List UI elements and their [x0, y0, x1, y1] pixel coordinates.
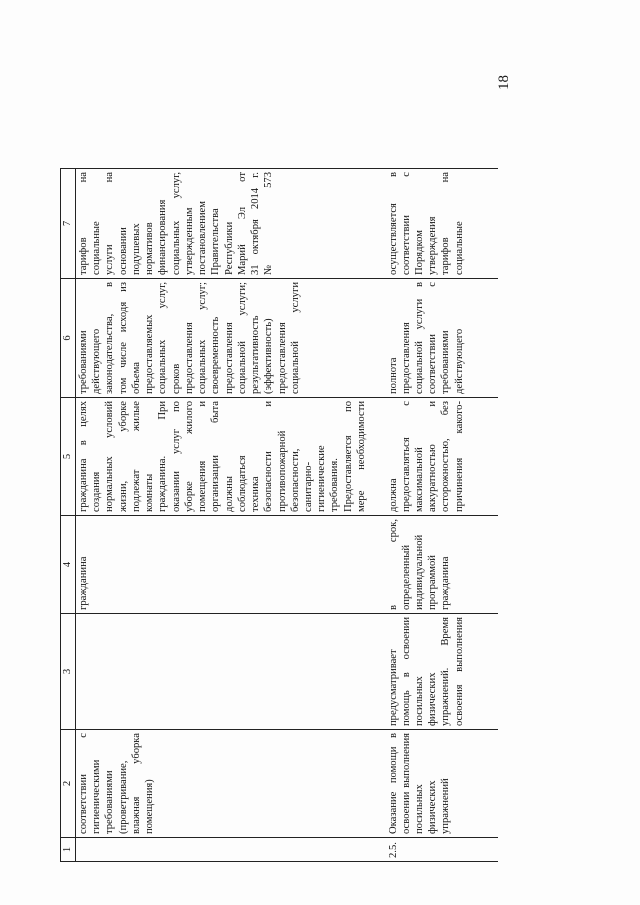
- cell-text-line: уборке жилого: [183, 401, 195, 512]
- cell-text-line: финансирования: [157, 199, 169, 275]
- service-quality-cell: [76, 279, 386, 398]
- cell-text-line: (проветривание,: [117, 760, 129, 834]
- service-conditions-cell: [386, 398, 498, 516]
- service-tariff-cell: [386, 169, 498, 279]
- cell-text-line: предоставления: [223, 322, 235, 394]
- cell-text-line: техника: [250, 476, 262, 512]
- cell-text-line: том числе исходя из: [117, 282, 129, 394]
- cell-text-line: предоставления: [276, 322, 288, 394]
- cell-text-line: индивидуальной: [413, 534, 425, 610]
- cell-text-line: социальной услуги в: [413, 282, 425, 394]
- cell-text-line: Порядком: [413, 230, 425, 275]
- cell-text-line: утвержденным: [183, 207, 195, 275]
- cell-text-line: основании: [117, 227, 129, 275]
- cell-text-line: упражнений. Время: [440, 617, 452, 726]
- cell-text-line: полнота: [387, 357, 399, 394]
- cell-text-line: безопасности,: [289, 448, 301, 512]
- service-quality-cell: [386, 279, 498, 398]
- cell-text-line: социальные: [91, 221, 103, 275]
- cell-text-line: жизни, уборке: [117, 401, 129, 512]
- column-number-header: 7: [61, 169, 76, 279]
- cell-text-line: программой: [427, 555, 439, 610]
- cell-text-line: Правительства: [210, 208, 222, 275]
- cell-text-line: действующего: [453, 328, 465, 394]
- cell-text-line: физических: [427, 672, 439, 726]
- page-number: 18: [496, 75, 512, 90]
- cell-text-line: утверждения: [427, 216, 439, 275]
- cell-text-line: требованиями: [78, 330, 89, 394]
- cell-text-line: должны: [223, 476, 235, 512]
- cell-text-line: осторожностью, без: [440, 401, 452, 512]
- cell-text-line: освоении выполнения: [400, 733, 412, 834]
- cell-text-line: помещения): [144, 779, 156, 834]
- cell-text-line: результативность: [250, 315, 262, 394]
- cell-text-line: создания: [91, 471, 103, 512]
- cell-text-line: действующего: [91, 328, 103, 394]
- cell-text-line: в срок,: [387, 519, 399, 610]
- cell-text-line: Предоставляется по: [342, 401, 354, 512]
- cell-text-line: безопасности и: [263, 401, 275, 512]
- cell-text-line: 31 октября 2014 г.: [250, 172, 262, 275]
- cell-text-line: нормативов: [144, 222, 156, 275]
- cell-text-line: социальных услуг;: [197, 282, 209, 394]
- cell-text-line: противопожарной: [276, 430, 288, 512]
- cell-text-line: причинения какого-: [453, 401, 465, 512]
- cell-text-line: влажная уборка: [130, 733, 142, 834]
- cell-text-line: гражданина в целях: [78, 401, 89, 512]
- cell-text-line: определенный: [400, 544, 412, 610]
- cell-text-line: Республики: [223, 221, 235, 275]
- cell-text-line: требованиями: [104, 770, 116, 834]
- services-table: [60, 168, 498, 862]
- cell-text-line: освоения выполнения: [453, 617, 465, 726]
- service-description-cell: [76, 614, 386, 730]
- cell-text-line: Оказание помощи в: [387, 733, 399, 834]
- cell-text-line: № 573: [263, 172, 275, 275]
- cell-text-line: помещения и: [197, 401, 209, 512]
- cell-text-line: социальных услуг,: [157, 282, 169, 394]
- table-row: [386, 169, 498, 862]
- cell-text-line: помощь в освоении: [400, 617, 412, 726]
- cell-text-line: тарифов на: [78, 172, 89, 275]
- column-number-header: 6: [61, 279, 76, 398]
- cell-text-line: посильных: [413, 784, 425, 834]
- cell-text-line: предусматривает: [387, 649, 399, 726]
- cell-text-line: гигиенические: [316, 445, 328, 512]
- cell-text-line: гражданина. При: [157, 401, 169, 512]
- service-term-cell: [386, 516, 498, 614]
- cell-text-line: гражданина: [78, 556, 89, 610]
- cell-text-line: физических: [427, 780, 439, 834]
- cell-text-line: аккуратностью и: [427, 401, 439, 512]
- cell-text-line: социальной услуги: [289, 282, 301, 394]
- rotated-page-content: [40, 50, 538, 862]
- cell-text-line: требованиями: [440, 330, 452, 394]
- cell-text-line: предоставляемых: [144, 314, 156, 394]
- cell-text-line: максимальной: [413, 447, 425, 512]
- cell-text-line: подушевых: [130, 223, 142, 275]
- cell-text-line: Марий Эл от: [236, 172, 248, 275]
- service-conditions-cell: [76, 398, 386, 516]
- cell-text-line: социальных услуг,: [170, 172, 182, 275]
- cell-text-line: постановлением: [197, 201, 209, 275]
- service-description-cell: [386, 614, 498, 730]
- row-number-cell: 2.5.: [386, 838, 498, 862]
- service-term-cell: [76, 516, 386, 614]
- cell-text-line: организации быта: [210, 401, 222, 512]
- cell-text-line: тарифов на: [440, 172, 452, 275]
- cell-text-line: упражнений: [440, 778, 452, 834]
- cell-text-line: требования.: [329, 458, 341, 512]
- cell-text-line: гигиеническими: [91, 759, 103, 834]
- cell-text-line: санитарно-: [302, 461, 314, 512]
- cell-text-line: предоставляться с: [400, 401, 412, 512]
- service-name-cell: [76, 730, 386, 838]
- cell-text-line: соблюдаться: [236, 455, 248, 512]
- cell-text-line: нормальных условий: [104, 401, 116, 512]
- cell-text-line: предоставления: [183, 322, 195, 394]
- column-number-header: 1: [61, 838, 76, 862]
- column-number-header: 4: [61, 516, 76, 614]
- cell-text-line: оказании услуг по: [170, 401, 182, 512]
- row-number-cell: [76, 838, 386, 862]
- cell-text-line: осуществляется в: [387, 172, 399, 275]
- cell-text-line: законодательства, в: [104, 282, 116, 394]
- column-number-header: 5: [61, 398, 76, 516]
- cell-text-line: соответствии с: [400, 172, 412, 275]
- cell-text-line: комнаты: [144, 473, 156, 512]
- cell-text-line: объема: [130, 362, 142, 394]
- cell-text-line: социальные: [453, 221, 465, 275]
- service-name-cell: [386, 730, 498, 838]
- cell-text-line: соответствии с: [78, 733, 89, 834]
- table-row: [76, 169, 386, 862]
- cell-text-line: сроков: [170, 363, 182, 394]
- cell-text-line: посильных: [413, 676, 425, 726]
- cell-text-line: должна: [387, 478, 399, 512]
- cell-text-line: своевременность: [210, 316, 222, 394]
- cell-text-line: соответствии с: [427, 282, 439, 394]
- cell-text-line: социальной услуги;: [236, 282, 248, 394]
- cell-text-line: гражданина: [440, 556, 452, 610]
- cell-text-line: (эффективность): [263, 318, 275, 394]
- cell-text-line: предоставления: [400, 322, 412, 394]
- column-number-header: 3: [61, 614, 76, 730]
- table-header-row: [61, 169, 76, 862]
- cell-text-line: мере необходимости: [355, 401, 367, 512]
- cell-text-line: услуги на: [104, 172, 116, 275]
- cell-text-line: подлежат жилые: [130, 401, 142, 512]
- service-tariff-cell: [76, 169, 386, 279]
- column-number-header: 2: [61, 730, 76, 838]
